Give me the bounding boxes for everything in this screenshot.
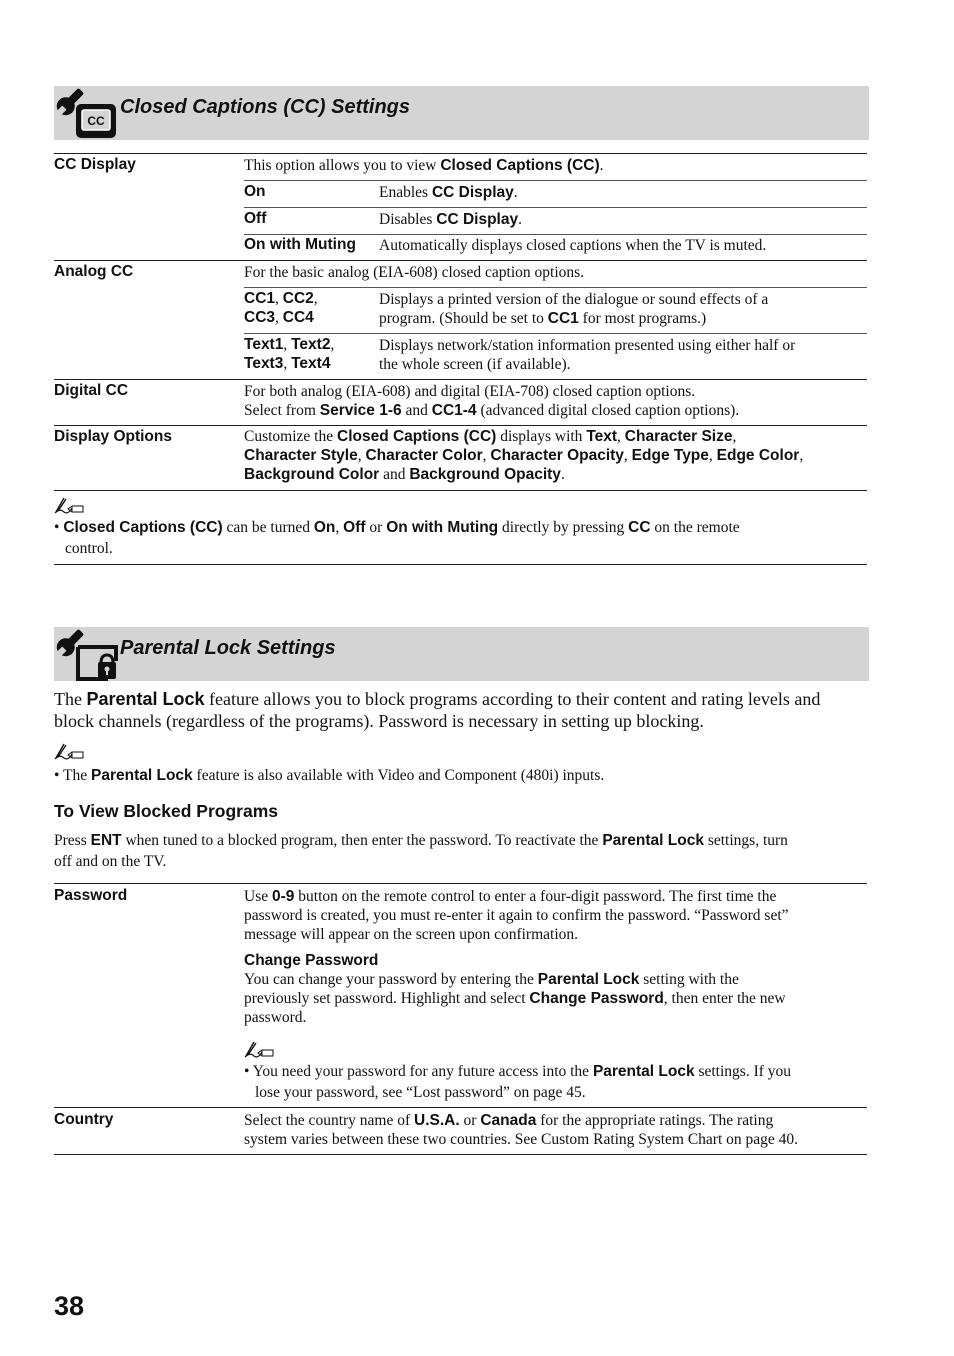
- country-desc: Select the country name of U.S.A. or Canada for the appropriate ratings. The rating system varies between these two countries. See Custom Rating System Chart on page 40.: [244, 1112, 799, 1148]
- divider: [244, 180, 867, 181]
- password-note: • You need your password for any future access into the Parental Lock settings. If you lose your password, see “Lost password” on page 45.: [244, 1063, 792, 1101]
- analog-cc-label: Analog CC: [54, 263, 134, 280]
- divider: [54, 260, 867, 261]
- cc-icon-label: CC: [87, 114, 105, 128]
- text1-text4-label: Text1, Text2, Text3, Text4: [244, 336, 335, 372]
- change-password-heading: Change Password: [244, 952, 379, 969]
- on-with-muting-desc: Automatically displays closed captions when the TV is muted.: [379, 237, 767, 254]
- divider: [54, 1154, 867, 1155]
- divider: [54, 379, 867, 380]
- parental-lock-intro: The Parental Lock feature allows you to block programs according to their content and rating levels and block channels (regardless of the programs). Password is necessary in setting up blocking.: [54, 689, 821, 731]
- cc-settings-title: Closed Captions (CC) Settings: [120, 96, 411, 118]
- country-label: Country: [54, 1111, 114, 1128]
- divider: [54, 490, 867, 491]
- divider: [54, 425, 867, 426]
- divider: [54, 1107, 867, 1108]
- pencil-note-icon: [54, 496, 84, 514]
- divider: [244, 333, 867, 334]
- cc1-cc4-desc: Displays a printed version of the dialogue or sound effects of a program. (Should be set to CC1 for most programs.): [379, 291, 769, 327]
- on-option-label: On: [244, 183, 266, 200]
- pencil-note-icon: [54, 742, 84, 760]
- to-view-blocked-programs-heading: To View Blocked Programs: [54, 801, 279, 821]
- parental-lock-note: • The Parental Lock feature is also available with Video and Component (480i) inputs.: [54, 767, 605, 784]
- divider: [244, 207, 867, 208]
- cc-settings-banner: [54, 86, 869, 140]
- divider: [54, 153, 867, 154]
- off-option-label: Off: [244, 210, 267, 227]
- on-with-muting-label: On with Muting: [244, 236, 356, 253]
- press-ent-instructions: Press ENT when tuned to a blocked program, then enter the password. To reactivate the Parental Lock settings, turn off and on the TV.: [54, 832, 788, 870]
- divider: [54, 883, 867, 884]
- on-option-desc: Enables CC Display.: [379, 184, 518, 201]
- change-password-desc: You can change your password by entering the Parental Lock setting with the previously set password. Highlight and select Change Password, then enter the new password.: [244, 971, 786, 1026]
- off-option-desc: Disables CC Display.: [379, 211, 522, 228]
- parental-lock-title: Parental Lock Settings: [120, 637, 336, 659]
- cc-note: • Closed Captions (CC) can be turned On, Off or On with Muting directly by pressing CC on the remote control.: [54, 519, 740, 557]
- cc1-cc4-label: CC1, CC2, CC3, CC4: [244, 290, 318, 326]
- cc-settings-icon: [56, 88, 120, 140]
- text1-text4-desc: Displays network/station information presented using either half or the whole screen (if available).: [379, 337, 796, 373]
- password-desc: Use 0-9 button on the remote control to enter a four-digit password. The first time the password is created, you must re-enter it again to confirm the password. “Password set” message will appear on the screen upon confirmation.: [244, 888, 789, 943]
- display-options-label: Display Options: [54, 428, 172, 445]
- divider: [244, 287, 867, 288]
- digital-cc-label: Digital CC: [54, 382, 129, 399]
- cc-display-label: CC Display: [54, 156, 136, 173]
- pencil-note-icon: [244, 1040, 274, 1058]
- divider: [54, 564, 867, 565]
- parental-lock-icon: [56, 629, 120, 681]
- page-number: 38: [54, 1291, 85, 1321]
- cc-display-desc: This option allows you to view Closed Captions (CC).: [244, 157, 604, 174]
- parental-lock-banner: [54, 627, 869, 681]
- display-options-desc: Customize the Closed Captions (CC) displays with Text, Character Size, Character Style, Character Color, Character Opacity, Edge Type, Edge Color, Background Color and Background Opacity.: [244, 428, 804, 483]
- digital-cc-desc: For both analog (EIA-608) and digital (EIA-708) closed caption options. Select from Service 1-6 and CC1-4 (advanced digital closed caption options).: [244, 383, 740, 419]
- password-label: Password: [54, 887, 128, 904]
- analog-cc-desc: For the basic analog (EIA-608) closed caption options.: [244, 264, 585, 281]
